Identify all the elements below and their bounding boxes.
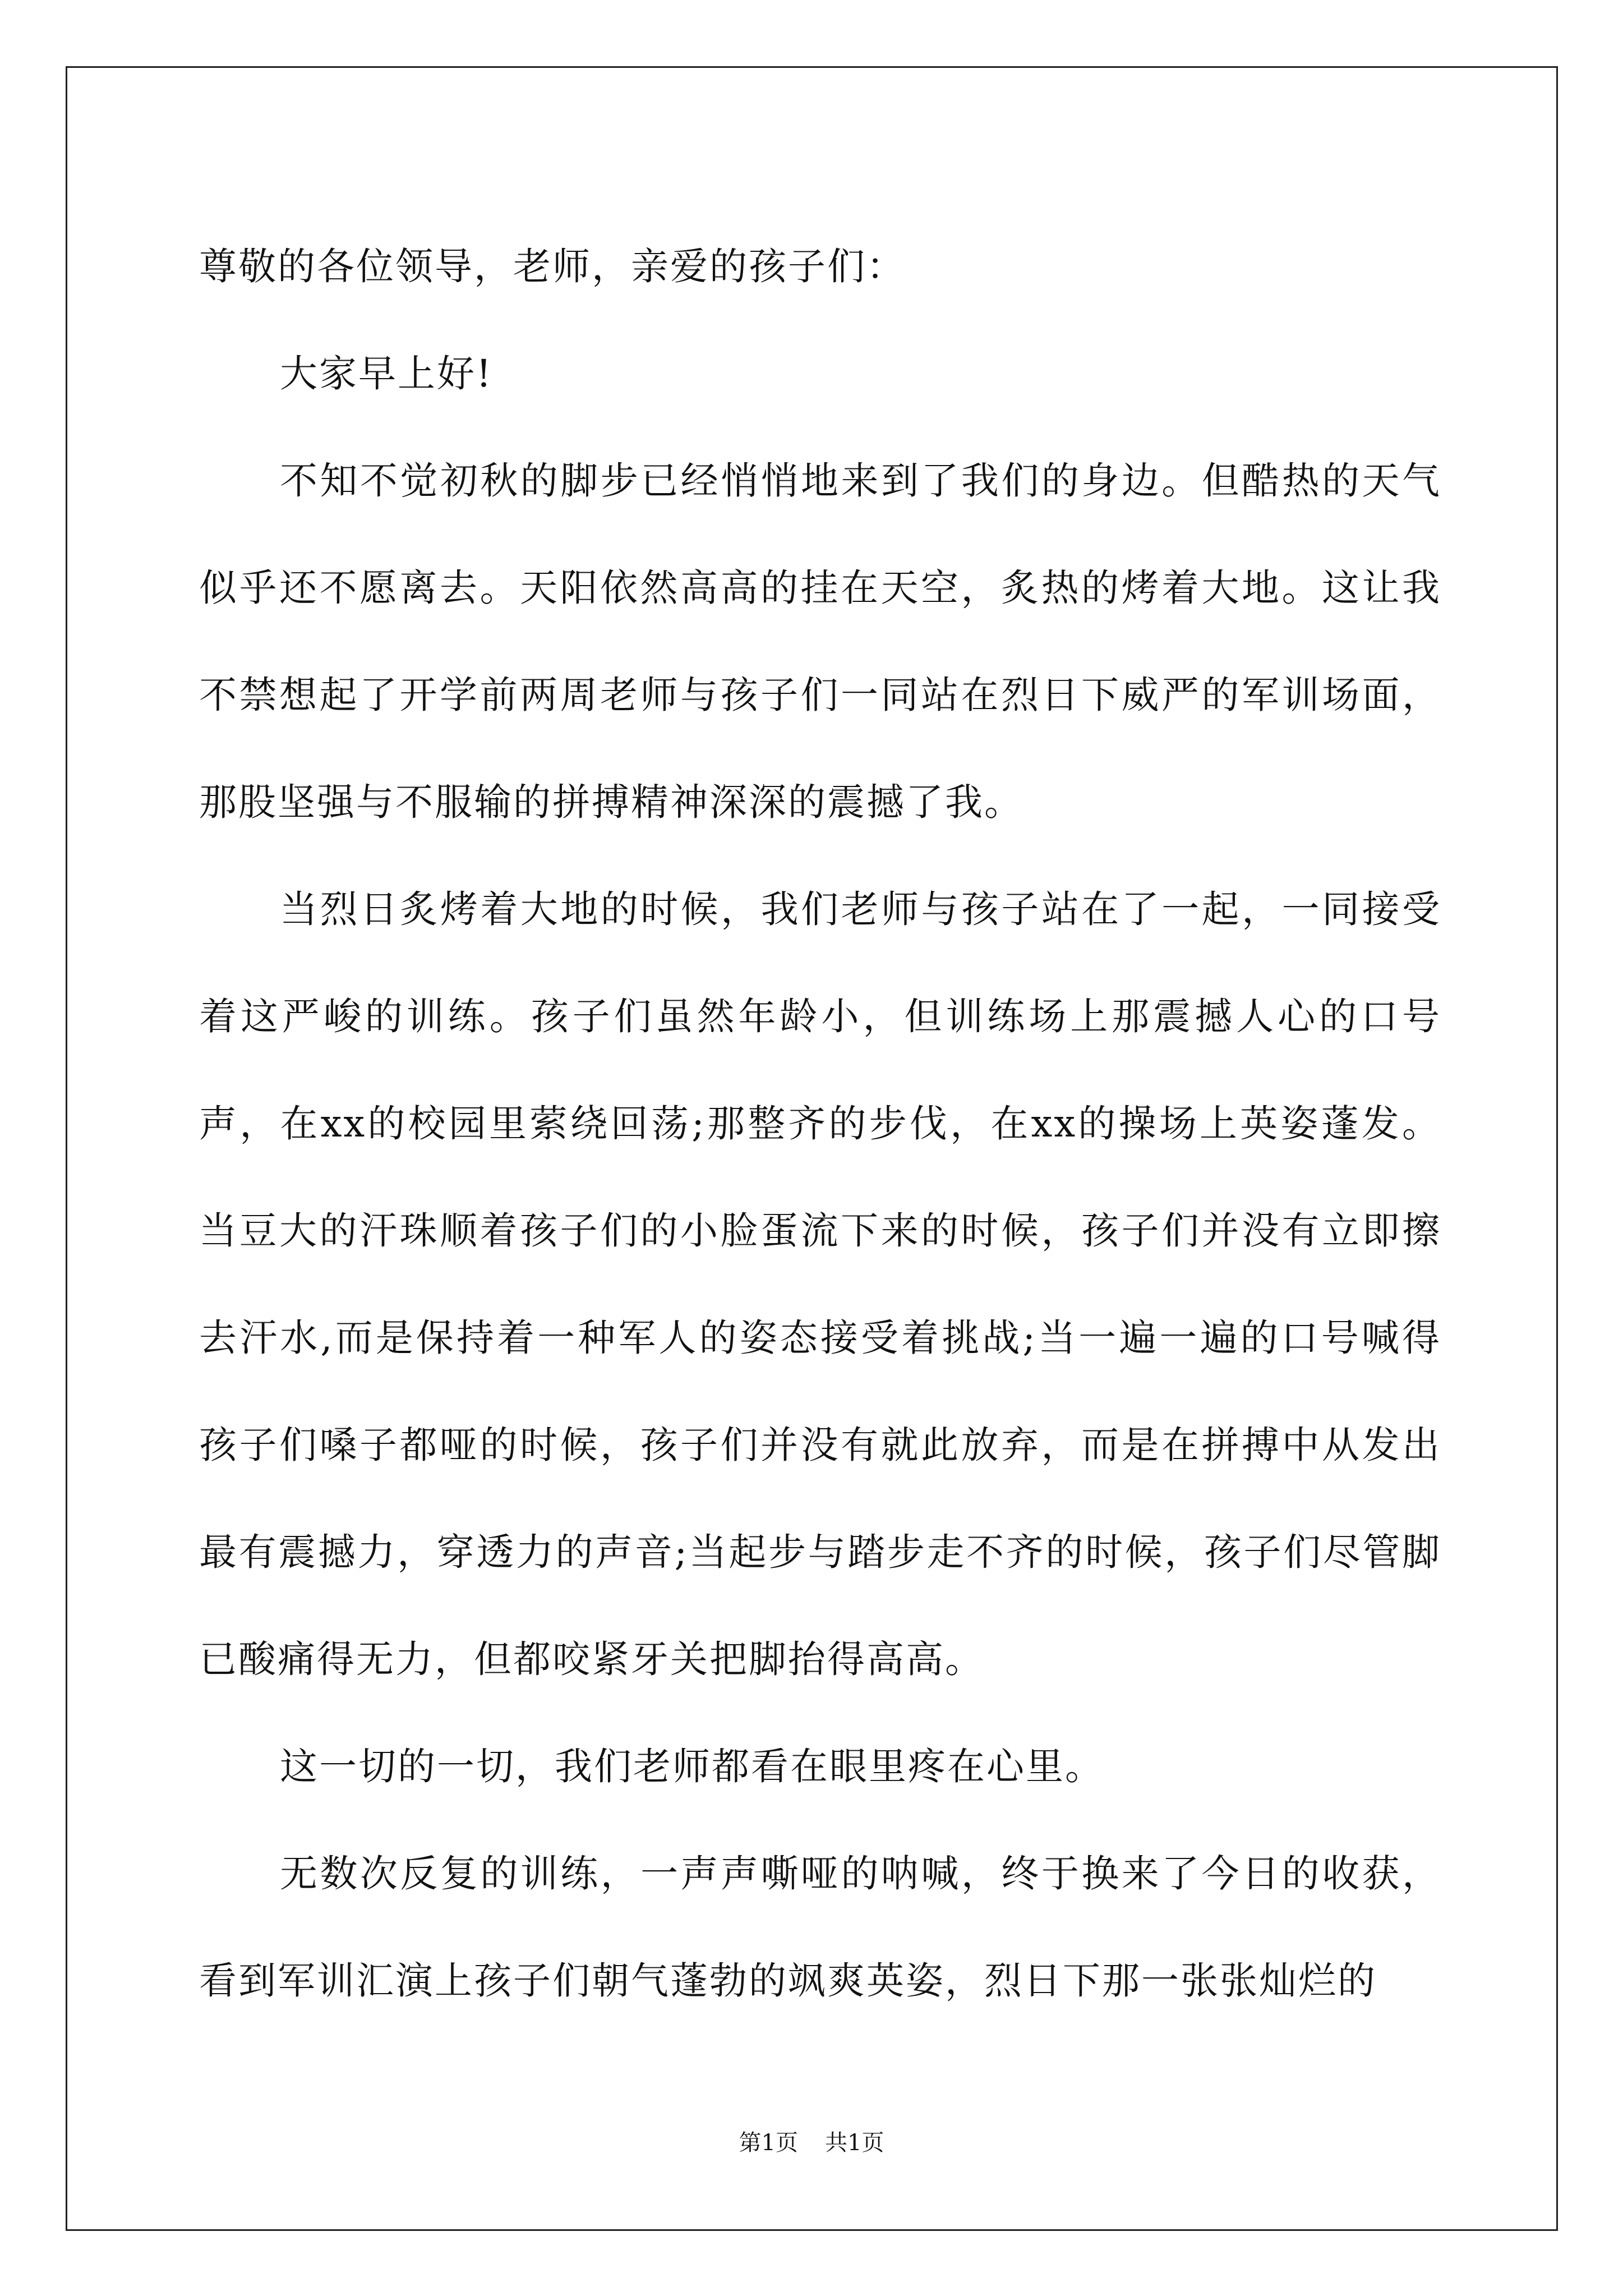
salutation: 尊敬的各位领导，老师，亲爱的孩子们： bbox=[199, 245, 906, 288]
paragraph-teachers: 这一切的一切，我们老师都看在眼里疼在心里。 bbox=[280, 1745, 1104, 1788]
page-number: 第1页 bbox=[739, 2130, 798, 2156]
document-body bbox=[199, 213, 1441, 2035]
paragraph-harvest: 无数次反复的训练，一声声嘶哑的呐喊，终于换来了今日的收获，看到军训汇演上孩子们朝气蓬勃的飒爽英姿，烈日下那一张张灿烂的 bbox=[199, 1852, 1441, 2003]
page-footer bbox=[0, 2126, 1623, 2160]
paragraph-training: 当烈日炙烤着大地的时候，我们老师与孩子站在了一起，一同接受着这严峻的训练。孩子们虽然年龄小，但训练场上那震撼人心的口号声，在xx的校园里萦绕回荡;那整齐的步伐，在xx的操场上英姿蓬发。当豆大的汗珠顺着孩子们的小脸蛋流下来的时候，孩子们并没有立即擦去汗水,而是保持着一种军人的姿态接受着挑战;当一遍一遍的口号喊得孩子们嗓子都哑的时候，孩子们并没有就此放弃，而是在拼搏中从发出最有震撼力，穿透力的声音;当起步与踏步走不齐的时候，孩子们尽管脚已酸痛得无力，但都咬紧牙关把脚抬得高高。 bbox=[199, 887, 1441, 1681]
page-total: 共1页 bbox=[825, 2130, 884, 2156]
paragraph-autumn: 不知不觉初秋的脚步已经悄悄地来到了我们的身边。但酷热的天气似乎还不愿离去。天阳依然高高的挂在天空，炙热的烤着大地。这让我不禁想起了开学前两周老师与孩子们一同站在烈日下威严的军训场面，那股坚强与不服输的拼搏精神深深的震撼了我。 bbox=[199, 459, 1441, 824]
paragraph-greeting: 大家早上好! bbox=[280, 352, 493, 395]
